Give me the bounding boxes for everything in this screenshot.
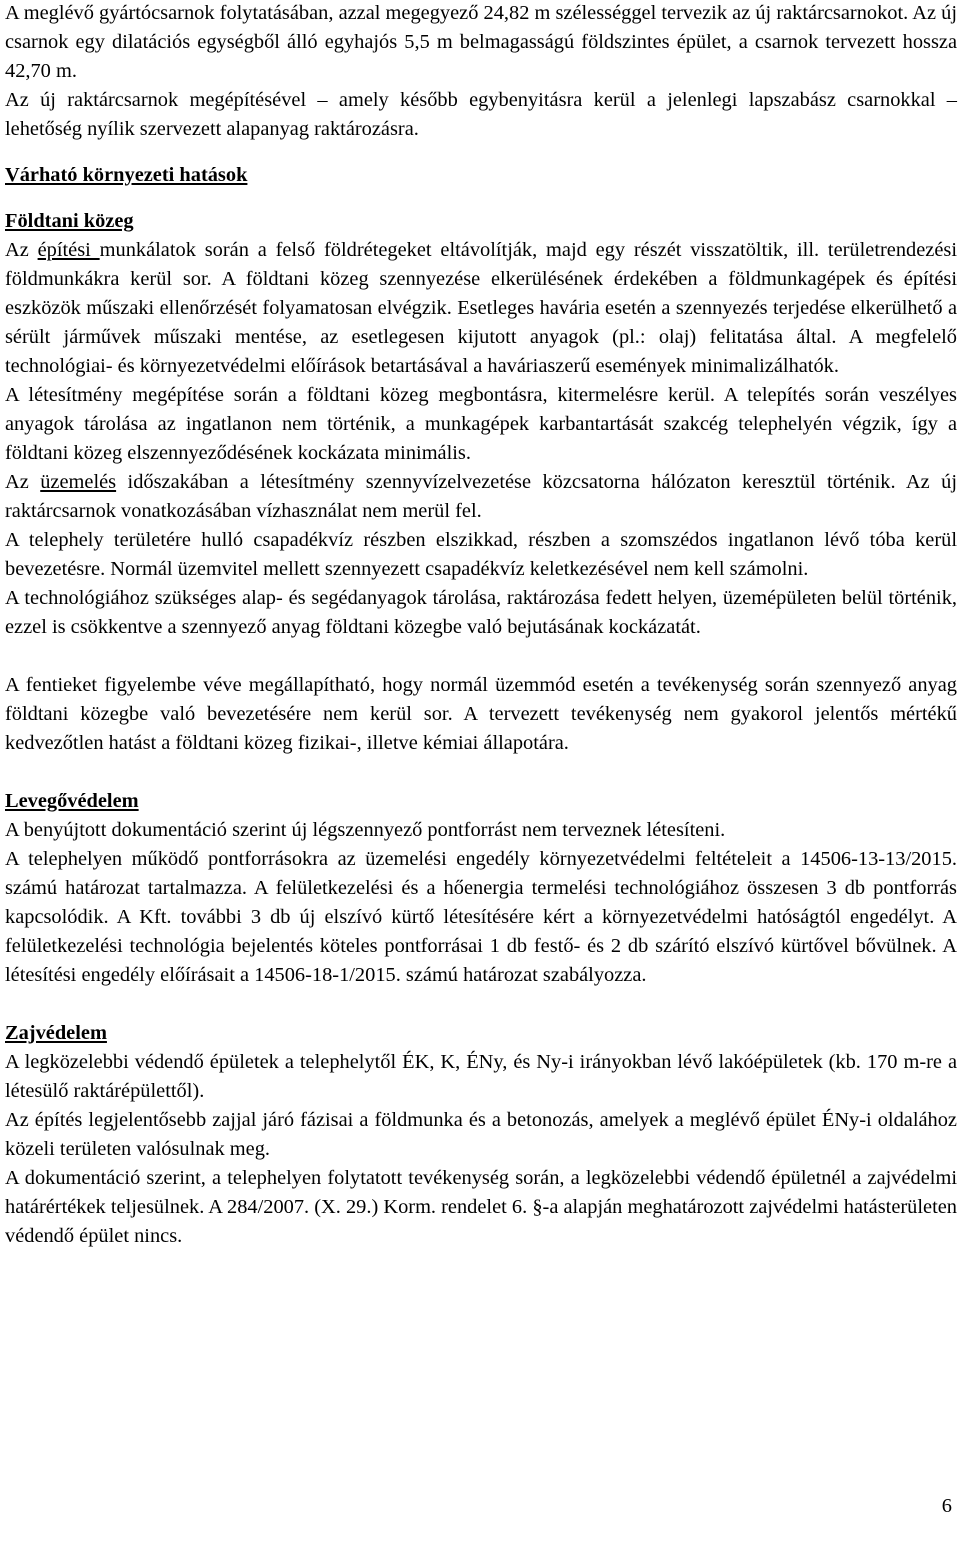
foldtani-paragraph-1: Az építési munkálatok során a felső földrétegeket eltávolítják, majd egy részét visszatöltik, ill. területrendezési földmunkákra kerül sor. A földtani közeg szennyezése elkerülésének érdekében a földmunkagépek és építési eszközök műszaki ellenőrzését folyamatosan elvégzik. Esetleges havária esetén a szennyezés terjedése elkerülhető a sérült járművek műszaki mentése, az esetlegesen kijutott anyagok (pl.: olaj) felitatása által. A megfelelő technológiai- és környezetvédelmi előírások betartásával a haváriaszerű események minimalizálhatók.: [5, 239, 957, 377]
zaj-paragraph-3: A dokumentáció szerint, a telephelyen folytatott tevékenység során, a legközelebbi védendő épületnél a zajvédelmi határértékek teljesülnek. A 284/2007. (X. 29.) Korm. rendelet 6. §-a alapján meghatározott zajvédelmi hatásterületen védendő épület nincs.: [5, 1167, 957, 1247]
levego-paragraph-2: A telephelyen működő pontforrásokra az üzemelési engedély környezetvédelmi feltételeit a 14506-13-13/2015. számú határozat tartalmazza. A felületkezelési és a hőenergia termelési technológiához összesen 3 db pontforrás kapcsolódik. A Kft. további 3 db új elszívó kürtő létesítésére kért a környezetvédelmi hatóságtól engedélyt. A felületkezelési technológia bejelentés köteles pontforrásai 1 db festő- és 2 db szárító elszívó kürtővel bővülnek. A létesítési engedély előírásait a 14506-18-1/2015. számú határozat szabályozza.: [5, 848, 957, 986]
foldtani-paragraph-5: A technológiához szükséges alap- és segédanyagok tárolása, raktározása fedett helyen, üzemépületen belül történik, ezzel is csökkentve a szennyező anyag földtani közegbe való bejutásának kockázatát.: [5, 587, 957, 638]
foldtani-paragraph-6: A fentieket figyelembe véve megállapítható, hogy normál üzemmód esetén a tevékenység során szennyező anyag földtani közegbe való bevezetésére nem kerül sor. A tervezett tevékenység nem gyakorol jelentős mértékű kedvezőtlen hatást a földtani közeg fizikai-, illetve kémiai állapotára.: [5, 674, 957, 754]
zaj-paragraph-2: Az építés legjelentősebb zajjal járó fázisai a földmunka és a betonozás, amelyek a meglévő épület ÉNy-i oldalához közeli területen valósulnak meg.: [5, 1109, 957, 1160]
intro-paragraph-2: Az új raktárcsarnok megépítésével – amely később egybenyitásra kerül a jelenlegi lapszabász csarnokkal – lehetőség nyílik szervezett alapanyag raktározásra.: [5, 89, 957, 140]
levego-paragraph-1: A benyújtott dokumentáció szerint új légszennyező pontforrást nem terveznek létesíteni.: [5, 819, 726, 841]
document-page: [5, 0, 957, 1251]
foldtani-paragraph-3: Az üzemelés időszakában a létesítmény szennyvízelvezetése közcsatorna hálózaton keresztül történik. Az új raktárcsarnok vonatkozásában vízhasználat nem merül fel.: [5, 471, 957, 522]
page-number: 6: [941, 1495, 952, 1517]
zaj-paragraph-1: A legközelebbi védendő épületek a telephelytől ÉK, K, ÉNy, és Ny-i irányokban lévő lakóépületek (kb. 170 m-re a létesülő raktárépülettől).: [5, 1051, 957, 1102]
heading-levegovedelem: Levegővédelem: [5, 790, 139, 812]
foldtani-paragraph-2: A létesítmény megépítése során a földtani közeg megbontásra, kitermelésre kerül. A telepítés során veszélyes anyagok tárolása az ingatlanon nem történik, a munkagépek karbantartását szakcég telephelyén végzik, így a földtani közeg elszennyeződésének kockázata minimális.: [5, 384, 957, 464]
intro-paragraph-1: A meglévő gyártócsarnok folytatásában, azzal megegyező 24,82 m szélességgel tervezik az új raktárcsarnokot. Az új csarnok egy dilatációs egységből álló egyhajós 5,5 m belmagasságú földszintes épület, a csarnok tervezett hossza 42,70 m.: [5, 2, 957, 82]
heading-zajvedelem: Zajvédelem: [5, 1022, 107, 1044]
section-title: Várható környezeti hatások: [5, 164, 248, 186]
heading-foldtani-kozeg: Földtani közeg: [5, 210, 134, 232]
foldtani-paragraph-4: A telephely területére hulló csapadékvíz részben elszikkad, részben a szomszédos ingatlanon lévő tóba kerül bevezetésre. Normál üzemvitel mellett szennyezett csapadékvíz keletkezésével nem kell számolni.: [5, 529, 957, 580]
